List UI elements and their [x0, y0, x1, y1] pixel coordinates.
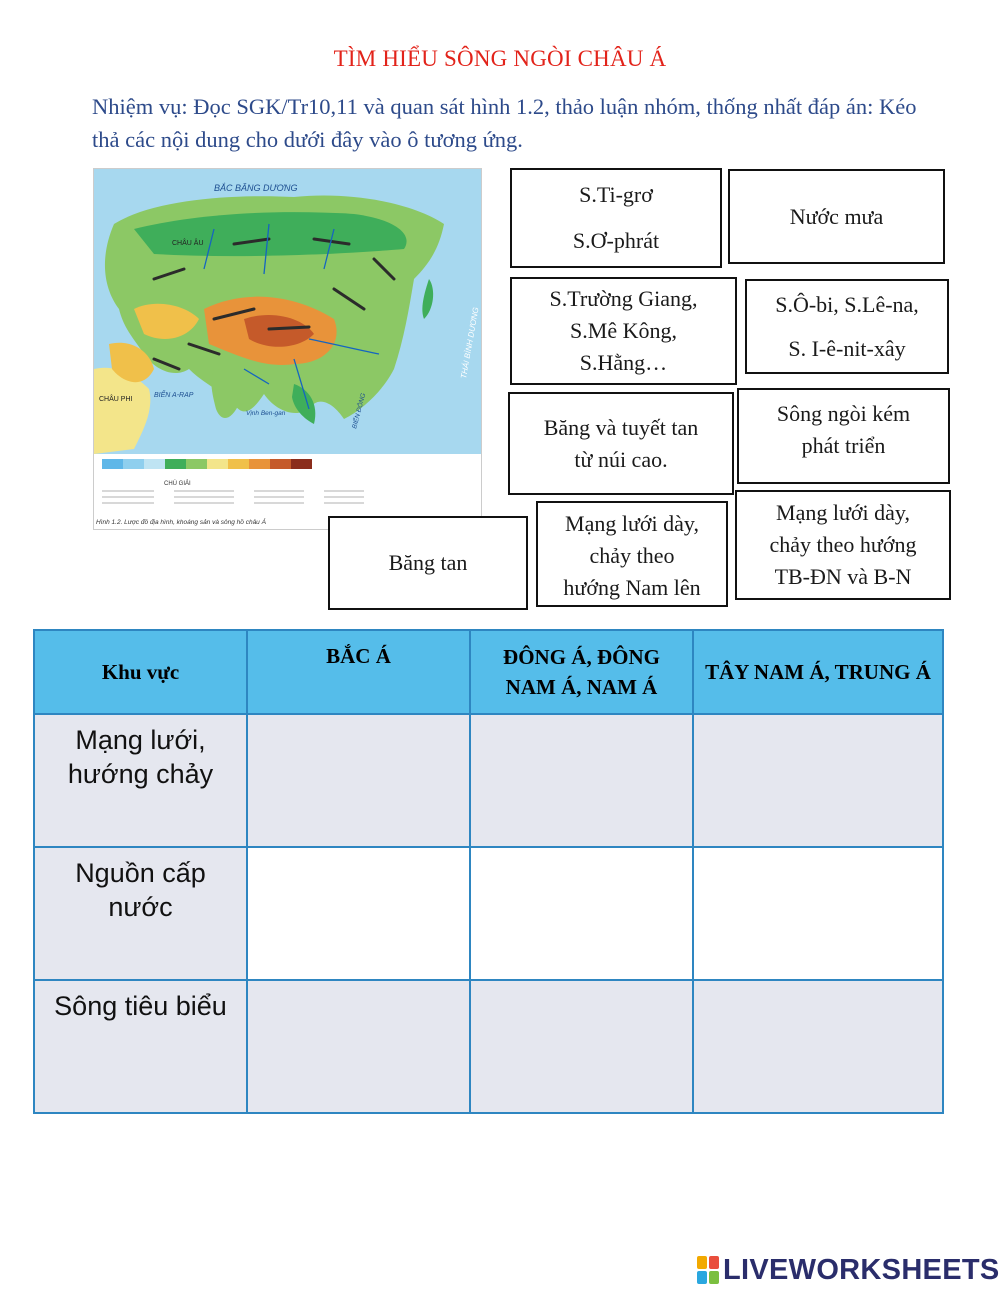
logo-square: [709, 1256, 719, 1269]
logo-square: [709, 1271, 719, 1284]
map-label-east-sea: BIỂN ĐÔNG: [351, 392, 368, 430]
drag-card-ob-lena-yenisei[interactable]: [745, 279, 949, 374]
drag-card-snowmelt-mountains[interactable]: [508, 392, 734, 495]
elevation-swatch: [102, 459, 123, 469]
card-line: Sông ngòi kém: [776, 401, 911, 426]
map-legend-title: CHÚ GIẢI: [164, 481, 191, 487]
elevation-swatch: [144, 459, 165, 469]
answer-table: [33, 629, 944, 1114]
header-east-southeast-south-asia: ĐÔNG Á, ĐÔNG NAM Á, NAM Á: [470, 630, 693, 714]
row-label-network-direction: Mạng lưới, hướng chảy: [34, 714, 247, 847]
drop-zone-north-source[interactable]: [247, 847, 470, 980]
liveworksheets-logo-text: LIVEWORKSHEETS: [723, 1253, 1000, 1286]
map-label-arctic: BẮC BĂNG DƯƠNG: [214, 183, 298, 193]
card-line: S.Hằng…: [579, 350, 668, 375]
card-line: Mạng lưới dày,: [776, 500, 910, 525]
card-line: S.Trường Giang,: [549, 286, 698, 311]
drop-zone-east-rivers[interactable]: [470, 980, 693, 1113]
table-row: [34, 714, 943, 847]
elevation-swatch: [270, 459, 291, 469]
map-label-pacific: THÁI BÌNH DƯƠNG: [459, 306, 481, 380]
liveworksheets-logo: [697, 1253, 1000, 1287]
drag-card-dense-network-nw-se[interactable]: [735, 490, 951, 600]
map-legend-items: [102, 491, 364, 503]
liveworksheets-logo-icon: [697, 1256, 719, 1284]
card-line: từ núi cao.: [574, 446, 668, 472]
header-region: Khu vực: [34, 630, 247, 714]
drag-card-tigris-euphrates[interactable]: [510, 168, 722, 268]
card-line: Mạng lưới dày,: [565, 511, 699, 536]
map-label-europe: CHÂU ÂU: [172, 240, 204, 247]
drop-zone-north-rivers[interactable]: [247, 980, 470, 1113]
drag-card-dense-network-south-north[interactable]: [536, 501, 728, 607]
drag-card-yangtze-mekong-ganges[interactable]: [510, 277, 737, 385]
drop-zone-north-network[interactable]: [247, 714, 470, 847]
drop-zone-southwest-source[interactable]: [693, 847, 943, 980]
map-label-arabian-sea: BIỂN A-RAP: [154, 392, 194, 399]
map-label-bengal: Vịnh Ben-gan: [246, 410, 286, 417]
card-line: phát triển: [801, 433, 886, 458]
table-row: [34, 980, 943, 1113]
logo-square: [697, 1271, 707, 1284]
card-line: hướng Nam lên: [563, 575, 701, 600]
card-line: S.Mê Kông,: [570, 318, 677, 343]
card-line: Nước mưa: [789, 203, 884, 229]
card-line: Băng và tuyết tan: [543, 414, 699, 440]
card-line: chảy theo: [589, 543, 675, 568]
map-label-africa: CHÂU PHI: [99, 396, 133, 403]
drag-card-underdeveloped-rivers[interactable]: [737, 388, 950, 484]
card-line: Băng tan: [388, 550, 468, 575]
elevation-swatch: [207, 459, 228, 469]
asia-map-image: [93, 168, 482, 530]
drag-card-ice-melt[interactable]: [328, 516, 528, 610]
map-caption: Hình 1.2. Lược đồ địa hình, khoáng sản và sông hồ châu Á: [96, 519, 266, 526]
row-label-water-source: Nguồn cấp nước: [34, 847, 247, 980]
elevation-swatch: [165, 459, 186, 469]
card-line: TB-ĐN và B-N: [774, 564, 912, 589]
elevation-swatch: [249, 459, 270, 469]
elevation-swatch: [228, 459, 249, 469]
logo-square: [697, 1256, 707, 1269]
header-north-asia: BẮC Á: [247, 630, 470, 714]
drag-card-rain-water[interactable]: [728, 169, 945, 264]
header-southwest-central-asia: TÂY NAM Á, TRUNG Á: [693, 630, 943, 714]
map-elevation-scale: [102, 459, 312, 469]
table-row: [34, 847, 943, 980]
drop-zone-east-network[interactable]: [470, 714, 693, 847]
elevation-swatch: [291, 459, 312, 469]
drop-zone-east-source[interactable]: [470, 847, 693, 980]
table-header-row: [34, 630, 943, 714]
row-label-typical-rivers: Sông tiêu biểu: [34, 980, 247, 1113]
card-line: S.Ti-grơ: [579, 182, 653, 207]
worksheet-title: TÌM HIỂU SÔNG NGÒI CHÂU Á: [333, 46, 667, 71]
elevation-swatch: [123, 459, 144, 469]
task-instructions: Nhiệm vụ: Đọc SGK/Tr10,11 và quan sát hình 1.2, thảo luận nhóm, thống nhất đáp án: Kéo thả các nội dung cho dưới đây vào ô tương ứng.: [92, 94, 917, 152]
card-line: S. I-ê-nit-xây: [788, 335, 906, 361]
card-line: chảy theo hướng: [769, 532, 917, 557]
drop-zone-southwest-network[interactable]: [693, 714, 943, 847]
card-line: S.Ơ-phrát: [572, 228, 660, 253]
asia-map-figure: [94, 169, 481, 529]
drop-zone-southwest-rivers[interactable]: [693, 980, 943, 1113]
elevation-swatch: [186, 459, 207, 469]
card-line: S.Ô-bi, S.Lê-na,: [775, 291, 919, 317]
